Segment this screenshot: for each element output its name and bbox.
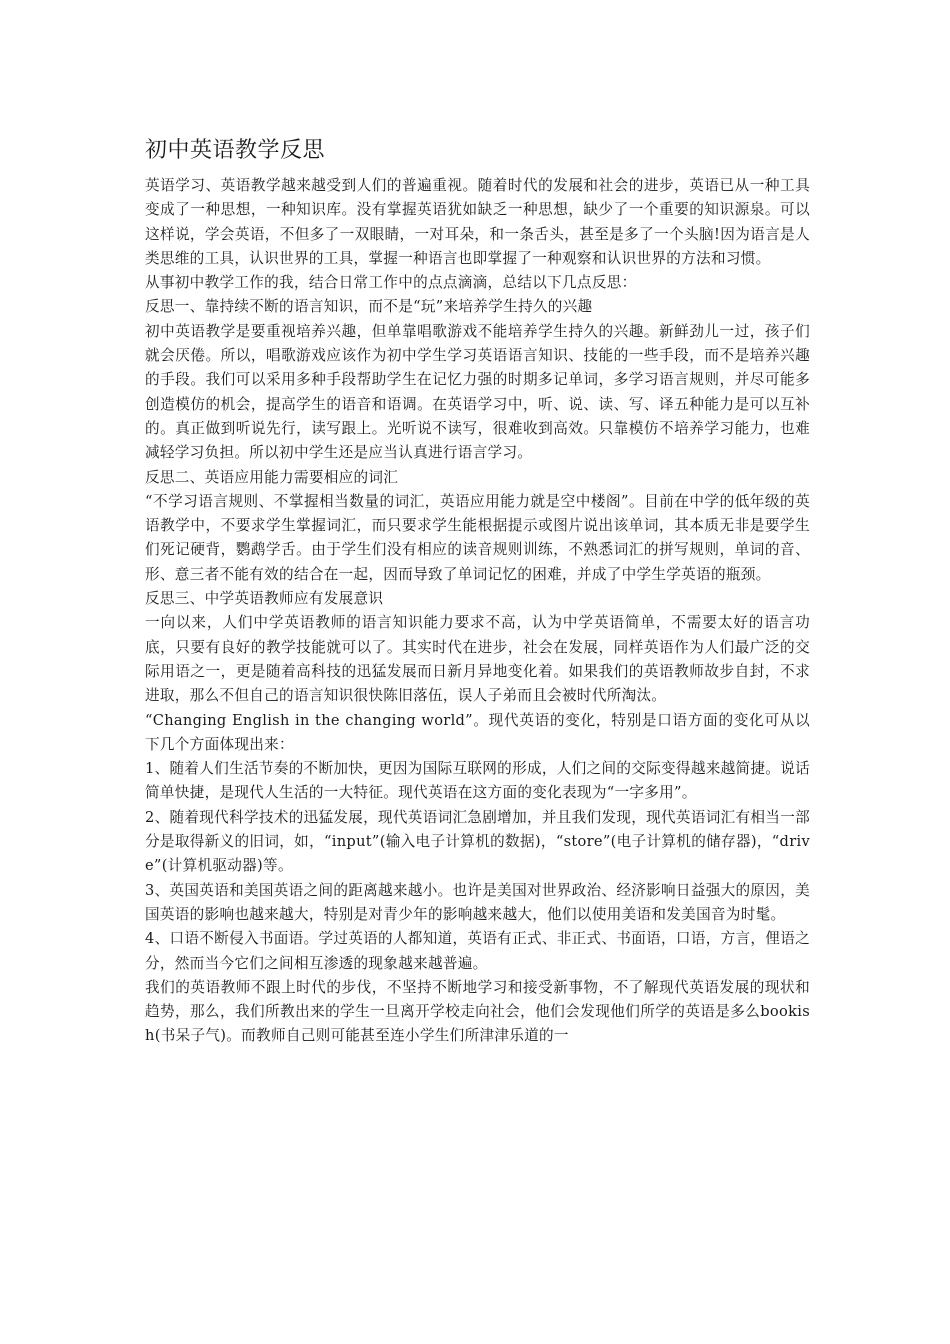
list-item-change-4: 4、口语不断侵入书面语。学过英语的人都知道，英语有正式、非正式、书面语，口语，方言，俚语之分，然而当今它们之间相互渗透的现象越来越普遍。 [145,930,810,972]
paragraph-reflection-2: “不学习语言规则、不掌握相当数量的词汇，英语应用能力就是空中楼阁”。目前在中学的低年级的英语教学中，不要求学生掌握词汇，而只要求学生能根据提示或图片说出该单词，其本质无非是要学生们死记硬背，鹦鹉学舌。由于学生们没有相应的读音规则训练，不熟悉词汇的拼写规则，单词的音、形、意三者不能有效的结合在一起，因而导致了单词记忆的困难，并成了中学生学英语的瓶颈。 [145,492,810,583]
paragraph-summary-lead: 从事初中教学工作的我，结合日常工作中的点点滴滴，总结以下几点反思： [145,274,637,292]
list-item-change-1: 1、随着人们生活节奏的不断加快，更因为国际互联网的形成，人们之间的交际变得越来越简捷。说话简单快捷，是现代人生活的一大特征。现代英语在这方面的变化表现为“一字多用”。 [145,760,810,802]
paragraph-changing-english: “Changing English in the changing world”。现代英语的变化，特别是口语方面的变化可从以下几个方面体现出来： [145,711,810,753]
section-heading-reflection-3: 反思三、中学英语教师应有发展意识 [145,590,384,608]
document-title: 初中英语教学反思 [145,138,326,163]
section-heading-reflection-2: 反思二、英语应用能力需要相应的词汇 [145,468,399,486]
paragraph-reflection-1: 初中英语教学是要重视培养兴趣，但单靠唱歌游戏不能培养学生持久的兴趣。新鲜劲儿一过，孩子们就会厌倦。所以，唱歌游戏应该作为初中学生学习英语语言知识、技能的一些手段，而不是培养兴趣的手段。我们可以采用多种手段帮助学生在记忆力强的时期多记单词，多学习语言规则，并尽可能多创造模仿的机会，提高学生的语音和语调。在英语学习中，听、说、读、写、译五种能力是可以互补的。真正做到听说先行，读写跟上。光听说不读写，很难收到高效。只靠模仿不培养学习能力，也难减轻学习负担。所以初中学生还是应当认真进行语言学习。 [145,322,810,462]
list-item-change-2: 2、随着现代科学技术的迅猛发展，现代英语词汇急剧增加，并且我们发现，现代英语词汇有相当一部分是取得新义的旧词，如，“input”(输入电子计算机的数据)，“store”(电子计算机的储存器)，“drive”(计算机驱动器)等。 [145,808,810,875]
paragraph-reflection-3: 一向以来，人们中学英语教师的语言知识能力要求不高，认为中学英语简单，不需要太好的语言功底，只要有良好的教学技能就可以了。其实时代在进步，社会在发展，同样英语作为人们最广泛的交际用语之一，更是随着高科技的迅猛发展而日新月异地变化着。如果我们的英语教师故步自封，不求进取，那么不但自己的语言知识很快陈旧落伍，误人子弟而且会被时代所淘汰。 [145,614,810,705]
paragraph-conclusion: 我们的英语教师不跟上时代的步伐，不坚持不断地学习和接受新事物，不了解现代英语发展的现状和趋势，那么，我们所教出来的学生一旦离开学校走向社会，他们会发现他们所学的英语是多么bookish(书呆子气)。而教师自己则可能甚至连小学生们所津津乐道的一 [145,978,810,1045]
section-heading-reflection-1: 反思一、靠持续不断的语言知识，而不是“玩”来培养学生持久的兴趣 [145,298,593,316]
paragraph-intro: 英语学习、英语教学越来越受到人们的普遍重视。随着时代的发展和社会的进步，英语已从一种工具变成了一种思想，一种知识库。没有掌握英语犹如缺乏一种思想，缺少了一个重要的知识源泉。可以这样说，学会英语，不但多了一双眼睛，一对耳朵，和一条舌头，甚至是多了一个头脑!因为语言是人类思维的工具，认识世界的工具，掌握一种语言也即掌握了一种观察和认识世界的方法和习惯。 [145,177,810,267]
list-item-change-3: 3、英国英语和美国英语之间的距离越来越小。也许是美国对世界政治、经济影响日益强大的原因，美国英语的影响也越来越大，特别是对青少年的影响越来越大，他们以使用美语和发美国音为时髦。 [145,881,810,923]
document-body [145,136,810,1049]
